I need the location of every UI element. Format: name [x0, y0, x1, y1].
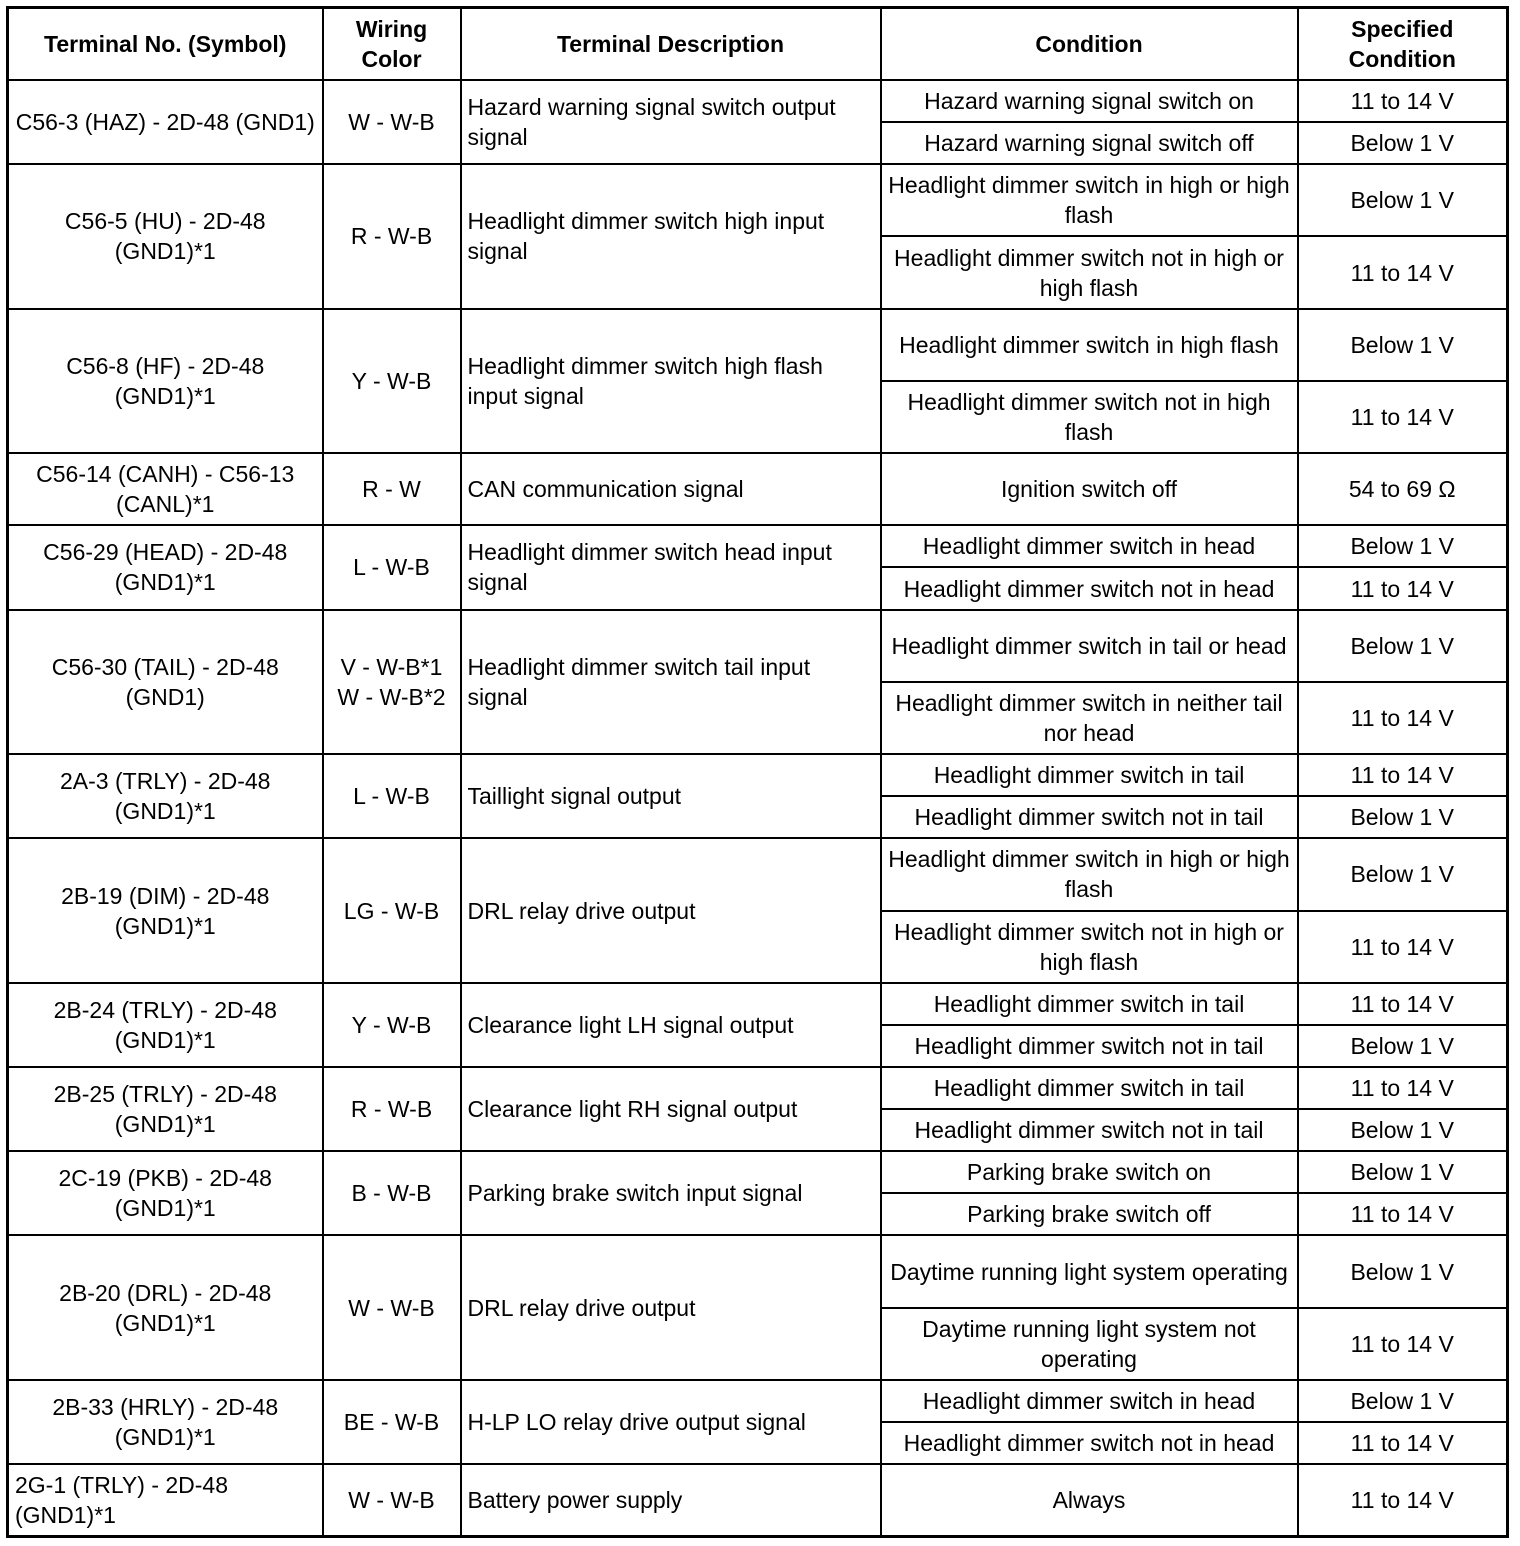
header-condition: Condition — [881, 8, 1298, 81]
condition-cell: Parking brake switch off — [881, 1193, 1298, 1235]
specified-condition-cell: 11 to 14 V — [1298, 1464, 1508, 1536]
terminal-cell: 2B-19 (DIM) - 2D-48 (GND1)*1 — [8, 838, 323, 982]
specified-condition-cell: 11 to 14 V — [1298, 567, 1508, 609]
terminal-description-cell: CAN communication signal — [461, 453, 881, 525]
condition-cell: Headlight dimmer switch in high flash — [881, 309, 1298, 381]
table-row — [8, 80, 1508, 122]
table-row — [8, 1235, 1508, 1307]
terminal-description-cell: Headlight dimmer switch head input signal — [461, 525, 881, 609]
wiring-color-cell: R - W — [323, 453, 461, 525]
terminal-description-cell: DRL relay drive output — [461, 1235, 881, 1379]
header-terminal: Terminal No. (Symbol) — [8, 8, 323, 81]
condition-cell: Daytime running light system operating — [881, 1235, 1298, 1307]
table-row — [8, 164, 1508, 236]
specified-condition-cell: Below 1 V — [1298, 309, 1508, 381]
terminal-description-cell: DRL relay drive output — [461, 838, 881, 982]
condition-cell: Headlight dimmer switch in high or high flash — [881, 164, 1298, 236]
header-specified-condition: Specified Condition — [1298, 8, 1508, 81]
condition-cell: Headlight dimmer switch not in high flash — [881, 381, 1298, 453]
table-row — [8, 525, 1508, 567]
wiring-color-cell: BE - W-B — [323, 1380, 461, 1464]
wiring-color-cell: Y - W-B — [323, 983, 461, 1067]
condition-cell: Always — [881, 1464, 1298, 1536]
specified-condition-cell: Below 1 V — [1298, 525, 1508, 567]
condition-cell: Daytime running light system not operating — [881, 1308, 1298, 1380]
terminal-cell: 2B-24 (TRLY) - 2D-48 (GND1)*1 — [8, 983, 323, 1067]
condition-cell: Headlight dimmer switch not in high or high flash — [881, 911, 1298, 983]
terminal-cell: 2B-33 (HRLY) - 2D-48 (GND1)*1 — [8, 1380, 323, 1464]
condition-cell: Headlight dimmer switch in tail — [881, 1067, 1298, 1109]
specified-condition-cell: Below 1 V — [1298, 610, 1508, 682]
table-body — [8, 80, 1508, 1537]
condition-cell: Headlight dimmer switch not in head — [881, 1422, 1298, 1464]
table-header — [8, 8, 1508, 81]
header-row — [8, 8, 1508, 81]
table-row — [8, 309, 1508, 381]
table-row — [8, 754, 1508, 796]
condition-cell: Parking brake switch on — [881, 1151, 1298, 1193]
condition-cell: Headlight dimmer switch in tail — [881, 983, 1298, 1025]
specified-condition-cell: 11 to 14 V — [1298, 983, 1508, 1025]
specified-condition-cell: Below 1 V — [1298, 1109, 1508, 1151]
terminal-cell: 2G-1 (TRLY) - 2D-48 (GND1)*1 — [8, 1464, 323, 1536]
wiring-color-cell: B - W-B — [323, 1151, 461, 1235]
specified-condition-cell: 11 to 14 V — [1298, 682, 1508, 754]
terminal-cell: 2B-20 (DRL) - 2D-48 (GND1)*1 — [8, 1235, 323, 1379]
wiring-color-cell: W - W-B — [323, 1464, 461, 1536]
specified-condition-cell: 11 to 14 V — [1298, 381, 1508, 453]
condition-cell: Headlight dimmer switch in tail — [881, 754, 1298, 796]
terminal-description-cell: Headlight dimmer switch high flash input signal — [461, 309, 881, 453]
condition-cell: Hazard warning signal switch on — [881, 80, 1298, 122]
condition-cell: Ignition switch off — [881, 453, 1298, 525]
terminal-description-cell: Clearance light RH signal output — [461, 1067, 881, 1151]
specified-condition-cell: 54 to 69 Ω — [1298, 453, 1508, 525]
wiring-color-cell: L - W-B — [323, 525, 461, 609]
terminal-description-cell: Headlight dimmer switch high input signal — [461, 164, 881, 308]
condition-cell: Headlight dimmer switch in neither tail nor head — [881, 682, 1298, 754]
terminal-cell: C56-5 (HU) - 2D-48 (GND1)*1 — [8, 164, 323, 308]
wiring-color-cell: L - W-B — [323, 754, 461, 838]
terminal-description-cell: Clearance light LH signal output — [461, 983, 881, 1067]
terminal-spec-table — [6, 6, 1509, 1538]
specified-condition-cell: 11 to 14 V — [1298, 236, 1508, 308]
specified-condition-cell: Below 1 V — [1298, 122, 1508, 164]
table-row — [8, 838, 1508, 910]
specified-condition-cell: Below 1 V — [1298, 1235, 1508, 1307]
condition-cell: Headlight dimmer switch not in tail — [881, 796, 1298, 838]
specified-condition-cell: 11 to 14 V — [1298, 1067, 1508, 1109]
condition-cell: Headlight dimmer switch in high or high flash — [881, 838, 1298, 910]
wiring-color-cell: R - W-B — [323, 164, 461, 308]
terminal-cell: C56-30 (TAIL) - 2D-48 (GND1) — [8, 610, 323, 754]
condition-cell: Headlight dimmer switch not in head — [881, 567, 1298, 609]
terminal-cell: C56-8 (HF) - 2D-48 (GND1)*1 — [8, 309, 323, 453]
specified-condition-cell: 11 to 14 V — [1298, 754, 1508, 796]
specified-condition-cell: 11 to 14 V — [1298, 80, 1508, 122]
terminal-cell: 2C-19 (PKB) - 2D-48 (GND1)*1 — [8, 1151, 323, 1235]
specified-condition-cell: Below 1 V — [1298, 164, 1508, 236]
specified-condition-cell: Below 1 V — [1298, 796, 1508, 838]
specified-condition-cell: Below 1 V — [1298, 1025, 1508, 1067]
specified-condition-cell: Below 1 V — [1298, 1380, 1508, 1422]
wiring-color-cell: LG - W-B — [323, 838, 461, 982]
terminal-description-cell: Battery power supply — [461, 1464, 881, 1536]
table-row — [8, 1380, 1508, 1422]
specified-condition-cell: 11 to 14 V — [1298, 1308, 1508, 1380]
table-row — [8, 610, 1508, 682]
condition-cell: Headlight dimmer switch in head — [881, 1380, 1298, 1422]
specified-condition-cell: Below 1 V — [1298, 1151, 1508, 1193]
terminal-description-cell: Hazard warning signal switch output signal — [461, 80, 881, 164]
condition-cell: Headlight dimmer switch in tail or head — [881, 610, 1298, 682]
table-row — [8, 453, 1508, 525]
table-row — [8, 1151, 1508, 1193]
terminal-cell: C56-3 (HAZ) - 2D-48 (GND1) — [8, 80, 323, 164]
terminal-description-cell: H-LP LO relay drive output signal — [461, 1380, 881, 1464]
specified-condition-cell: 11 to 14 V — [1298, 1422, 1508, 1464]
condition-cell: Headlight dimmer switch in head — [881, 525, 1298, 567]
wiring-color-cell: R - W-B — [323, 1067, 461, 1151]
terminal-description-cell: Parking brake switch input signal — [461, 1151, 881, 1235]
specified-condition-cell: 11 to 14 V — [1298, 1193, 1508, 1235]
wiring-color-cell: W - W-B — [323, 1235, 461, 1379]
wiring-color-cell: V - W-B*1 W - W-B*2 — [323, 610, 461, 754]
header-terminal-description: Terminal Description — [461, 8, 881, 81]
terminal-cell: 2A-3 (TRLY) - 2D-48 (GND1)*1 — [8, 754, 323, 838]
condition-cell: Hazard warning signal switch off — [881, 122, 1298, 164]
condition-cell: Headlight dimmer switch not in tail — [881, 1025, 1298, 1067]
wiring-color-cell: Y - W-B — [323, 309, 461, 453]
table-row — [8, 1067, 1508, 1109]
header-wiring-color: Wiring Color — [323, 8, 461, 81]
wiring-color-cell: W - W-B — [323, 80, 461, 164]
condition-cell: Headlight dimmer switch not in high or high flash — [881, 236, 1298, 308]
table-row — [8, 983, 1508, 1025]
specified-condition-cell: Below 1 V — [1298, 838, 1508, 910]
terminal-description-cell: Headlight dimmer switch tail input signal — [461, 610, 881, 754]
terminal-description-cell: Taillight signal output — [461, 754, 881, 838]
terminal-cell: 2B-25 (TRLY) - 2D-48 (GND1)*1 — [8, 1067, 323, 1151]
table-row — [8, 1464, 1508, 1536]
specified-condition-cell: 11 to 14 V — [1298, 911, 1508, 983]
condition-cell: Headlight dimmer switch not in tail — [881, 1109, 1298, 1151]
terminal-cell: C56-14 (CANH) - C56-13 (CANL)*1 — [8, 453, 323, 525]
terminal-cell: C56-29 (HEAD) - 2D-48 (GND1)*1 — [8, 525, 323, 609]
